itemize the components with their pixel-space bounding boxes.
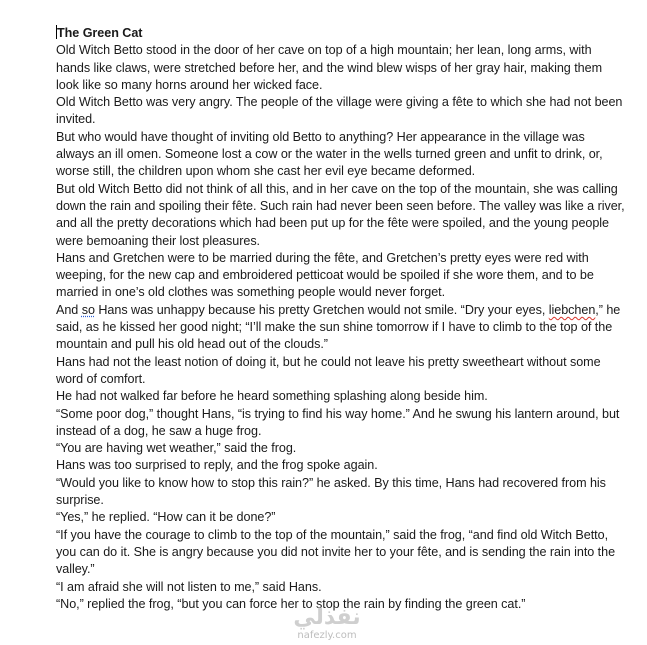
paragraph-3: But who would have thought of inviting old Betto to anything? Her appearance in the village was always an ill omen. Someone lost a cow or the water in the wells turned green and unfit to drink, or, worse still, the children upon whom she cast her evil eye became deformed.: [56, 129, 603, 179]
watermark-sub: nafezly.com: [297, 630, 357, 641]
paragraph-4: But old Witch Betto did not think of all this, and in her cave on the top of the mountain, she was calling down the rain and spoiling their fête. Such rain had never been seen before. The valley was like a river, and all the pretty decorations which had been put up for the fête were spoiled, and the young people were bemoaning their lost pleasures.: [56, 181, 625, 248]
paragraph-7: Hans had not the least notion of doing it, but he could not leave his pretty sweetheart without some word of comfort.: [56, 354, 601, 386]
paragraph-5: Hans and Gretchen were to be married during the fête, and Gretchen’s pretty eyes were red with weeping, for the new cap and embroidered petticoat would be spoiled if she wore them, and to be married in one’s old clothes was something people would never forget.: [56, 250, 594, 300]
paragraph-15: “I am afraid she will not listen to me,” said Hans.: [56, 579, 322, 594]
grammar-flag-so[interactable]: so: [81, 302, 95, 317]
document-page: [56, 25, 626, 613]
spelling-flag-liebchen[interactable]: liebchen: [548, 302, 596, 317]
paragraph-6-end: ,” he said, as he kissed her good night; “I’ll make the sun shine tomorrow if I have to climb to the top of the mountain and pull his old head out of the clouds.”: [56, 302, 621, 352]
watermark-main: نفذلي: [293, 605, 361, 630]
document-title: [56, 25, 626, 42]
paragraph-1: Old Witch Betto stood in the door of her cave on top of a high mountain; her lean, long arms, with hands like claws, were stretched before her, and the wind blew wisps of her gray hair, making them look like so many horns around her wicked face.: [56, 43, 603, 92]
document-title-text: The Green Cat: [57, 26, 143, 40]
paragraph-16: “No,” replied the frog, “but you can force her to stop the rain by finding the green cat.”: [56, 596, 526, 611]
paragraph-11: Hans was too surprised to reply, and the frog spoke again.: [56, 458, 378, 473]
paragraph-8: He had not walked far before he heard something splashing along beside him.: [56, 389, 488, 404]
paragraph-10: “You are having wet weather,” said the frog.: [56, 441, 297, 456]
paragraph-13: “Yes,” he replied. “How can it be done?”: [56, 510, 276, 525]
paragraph-14: “If you have the courage to climb to the top of the mountain,” said the frog, “and find old Witch Betto, you can do it. She is angry because you did not invite her to your fête, and is sending the rain into the valley.”: [56, 527, 616, 577]
paragraph-6-mid: Hans was unhappy because his pretty Gretchen would not smile. “Dry your eyes,: [94, 302, 549, 317]
paragraph-12: “Would you like to know how to stop this rain?” he asked. By this time, Hans had recovered from his surprise.: [56, 475, 606, 508]
paragraph-2: Old Witch Betto was very angry. The people of the village were giving a fête to which she had not been invited.: [56, 95, 623, 127]
paragraph-6: [56, 302, 626, 354]
paragraph-6-start: And: [56, 302, 82, 317]
paragraph-9: “Some poor dog,” thought Hans, “is trying to find his way home.” And he swung his lantern around, but instead of a dog, he saw a huge frog.: [56, 406, 620, 438]
